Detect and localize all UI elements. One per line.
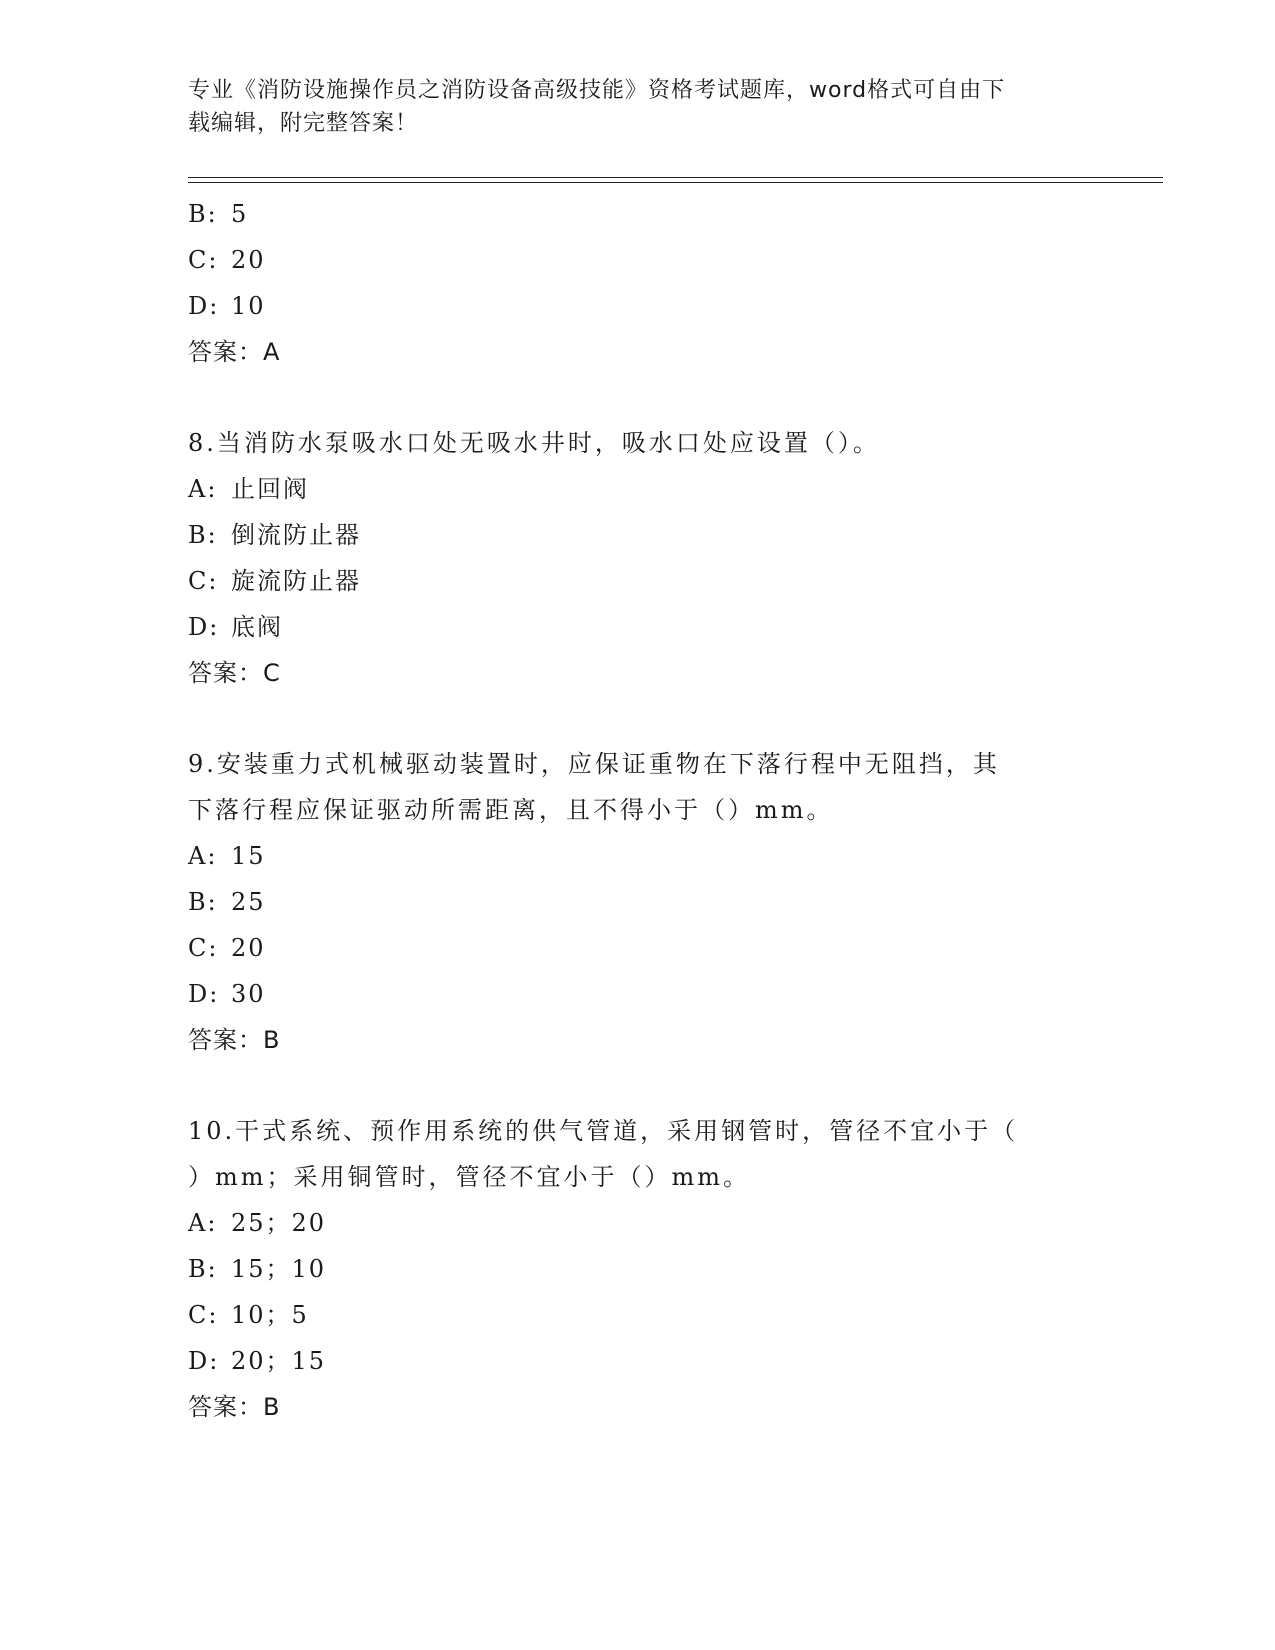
option-label: A:	[188, 1209, 218, 1237]
option-text: 25；20	[231, 1209, 327, 1237]
option-label: B:	[188, 521, 218, 549]
option-text: 10；5	[231, 1301, 309, 1329]
option-text: 底阀	[231, 613, 283, 641]
option-d	[188, 283, 1088, 329]
answer-line: 答案：B	[188, 1026, 281, 1054]
option-label: C:	[188, 567, 219, 595]
option-text: 20	[231, 246, 266, 274]
document-header	[188, 74, 1068, 140]
option-c	[188, 925, 1088, 971]
option-c	[188, 558, 1088, 604]
option-text: 倒流防止器	[231, 521, 361, 549]
question-gap	[188, 1063, 1088, 1108]
question-gap	[188, 375, 1088, 420]
answer-line: 答案：B	[188, 1393, 281, 1421]
question-10-block	[188, 1108, 1088, 1430]
option-b	[188, 512, 1088, 558]
option-a	[188, 1200, 1088, 1246]
option-c	[188, 1292, 1088, 1338]
header-divider-top	[188, 177, 1163, 178]
option-label: A:	[188, 475, 218, 503]
header-title-line-2: 载编辑，附完整答案！	[188, 111, 419, 136]
option-label: B:	[188, 888, 218, 916]
question-gap	[188, 696, 1088, 741]
question-text: ）mm；采用铜管时，管径不宜小于（）mm。	[188, 1163, 751, 1191]
question-text: 9.安装重力式机械驱动装置时，应保证重物在下落行程中无阻挡，其	[188, 750, 1000, 778]
option-text: 止回阀	[231, 475, 309, 503]
option-a	[188, 466, 1088, 512]
option-label: D:	[188, 292, 220, 320]
option-b	[188, 879, 1088, 925]
option-text: 10	[231, 292, 266, 320]
option-text: 25	[231, 888, 266, 916]
option-d	[188, 971, 1088, 1017]
option-label: C:	[188, 246, 219, 274]
option-label: B:	[188, 200, 218, 228]
option-label: D:	[188, 613, 220, 641]
option-text: 20	[231, 934, 266, 962]
option-text: 15	[231, 842, 266, 870]
question-text: 8.当消防水泵吸水口处无吸水井时，吸水口处应设置（）。	[188, 429, 880, 457]
answer-line: 答案：A	[188, 338, 281, 366]
question-text: 下落行程应保证驱动所需距离，且不得小于（）mm。	[188, 796, 834, 824]
option-d	[188, 1338, 1088, 1384]
question-content	[188, 191, 1088, 1430]
option-label: D:	[188, 1347, 220, 1375]
option-text: 15；10	[231, 1255, 327, 1283]
option-text: 旋流防止器	[231, 567, 361, 595]
option-label: A:	[188, 842, 218, 870]
question-9-block	[188, 741, 1088, 1063]
option-label: C:	[188, 934, 219, 962]
option-d	[188, 604, 1088, 650]
option-text: 30	[231, 980, 266, 1008]
option-label: C:	[188, 1301, 219, 1329]
option-label: B:	[188, 1255, 218, 1283]
option-label: D:	[188, 980, 220, 1008]
option-text: 20；15	[231, 1347, 327, 1375]
option-b	[188, 191, 1088, 237]
option-b	[188, 1246, 1088, 1292]
question-text: 10.干式系统、预作用系统的供气管道，采用钢管时，管径不宜小于（	[188, 1117, 1019, 1145]
option-a	[188, 833, 1088, 879]
option-c	[188, 237, 1088, 283]
question-8-block	[188, 420, 1088, 696]
header-title-line-1: 专业《消防设施操作员之消防设备高级技能》资格考试题库，word格式可自由下	[188, 78, 1006, 103]
header-divider-bottom	[188, 182, 1163, 183]
option-text: 5	[231, 200, 249, 228]
answer-line: 答案：C	[188, 659, 281, 687]
prev-question-block	[188, 191, 1088, 375]
